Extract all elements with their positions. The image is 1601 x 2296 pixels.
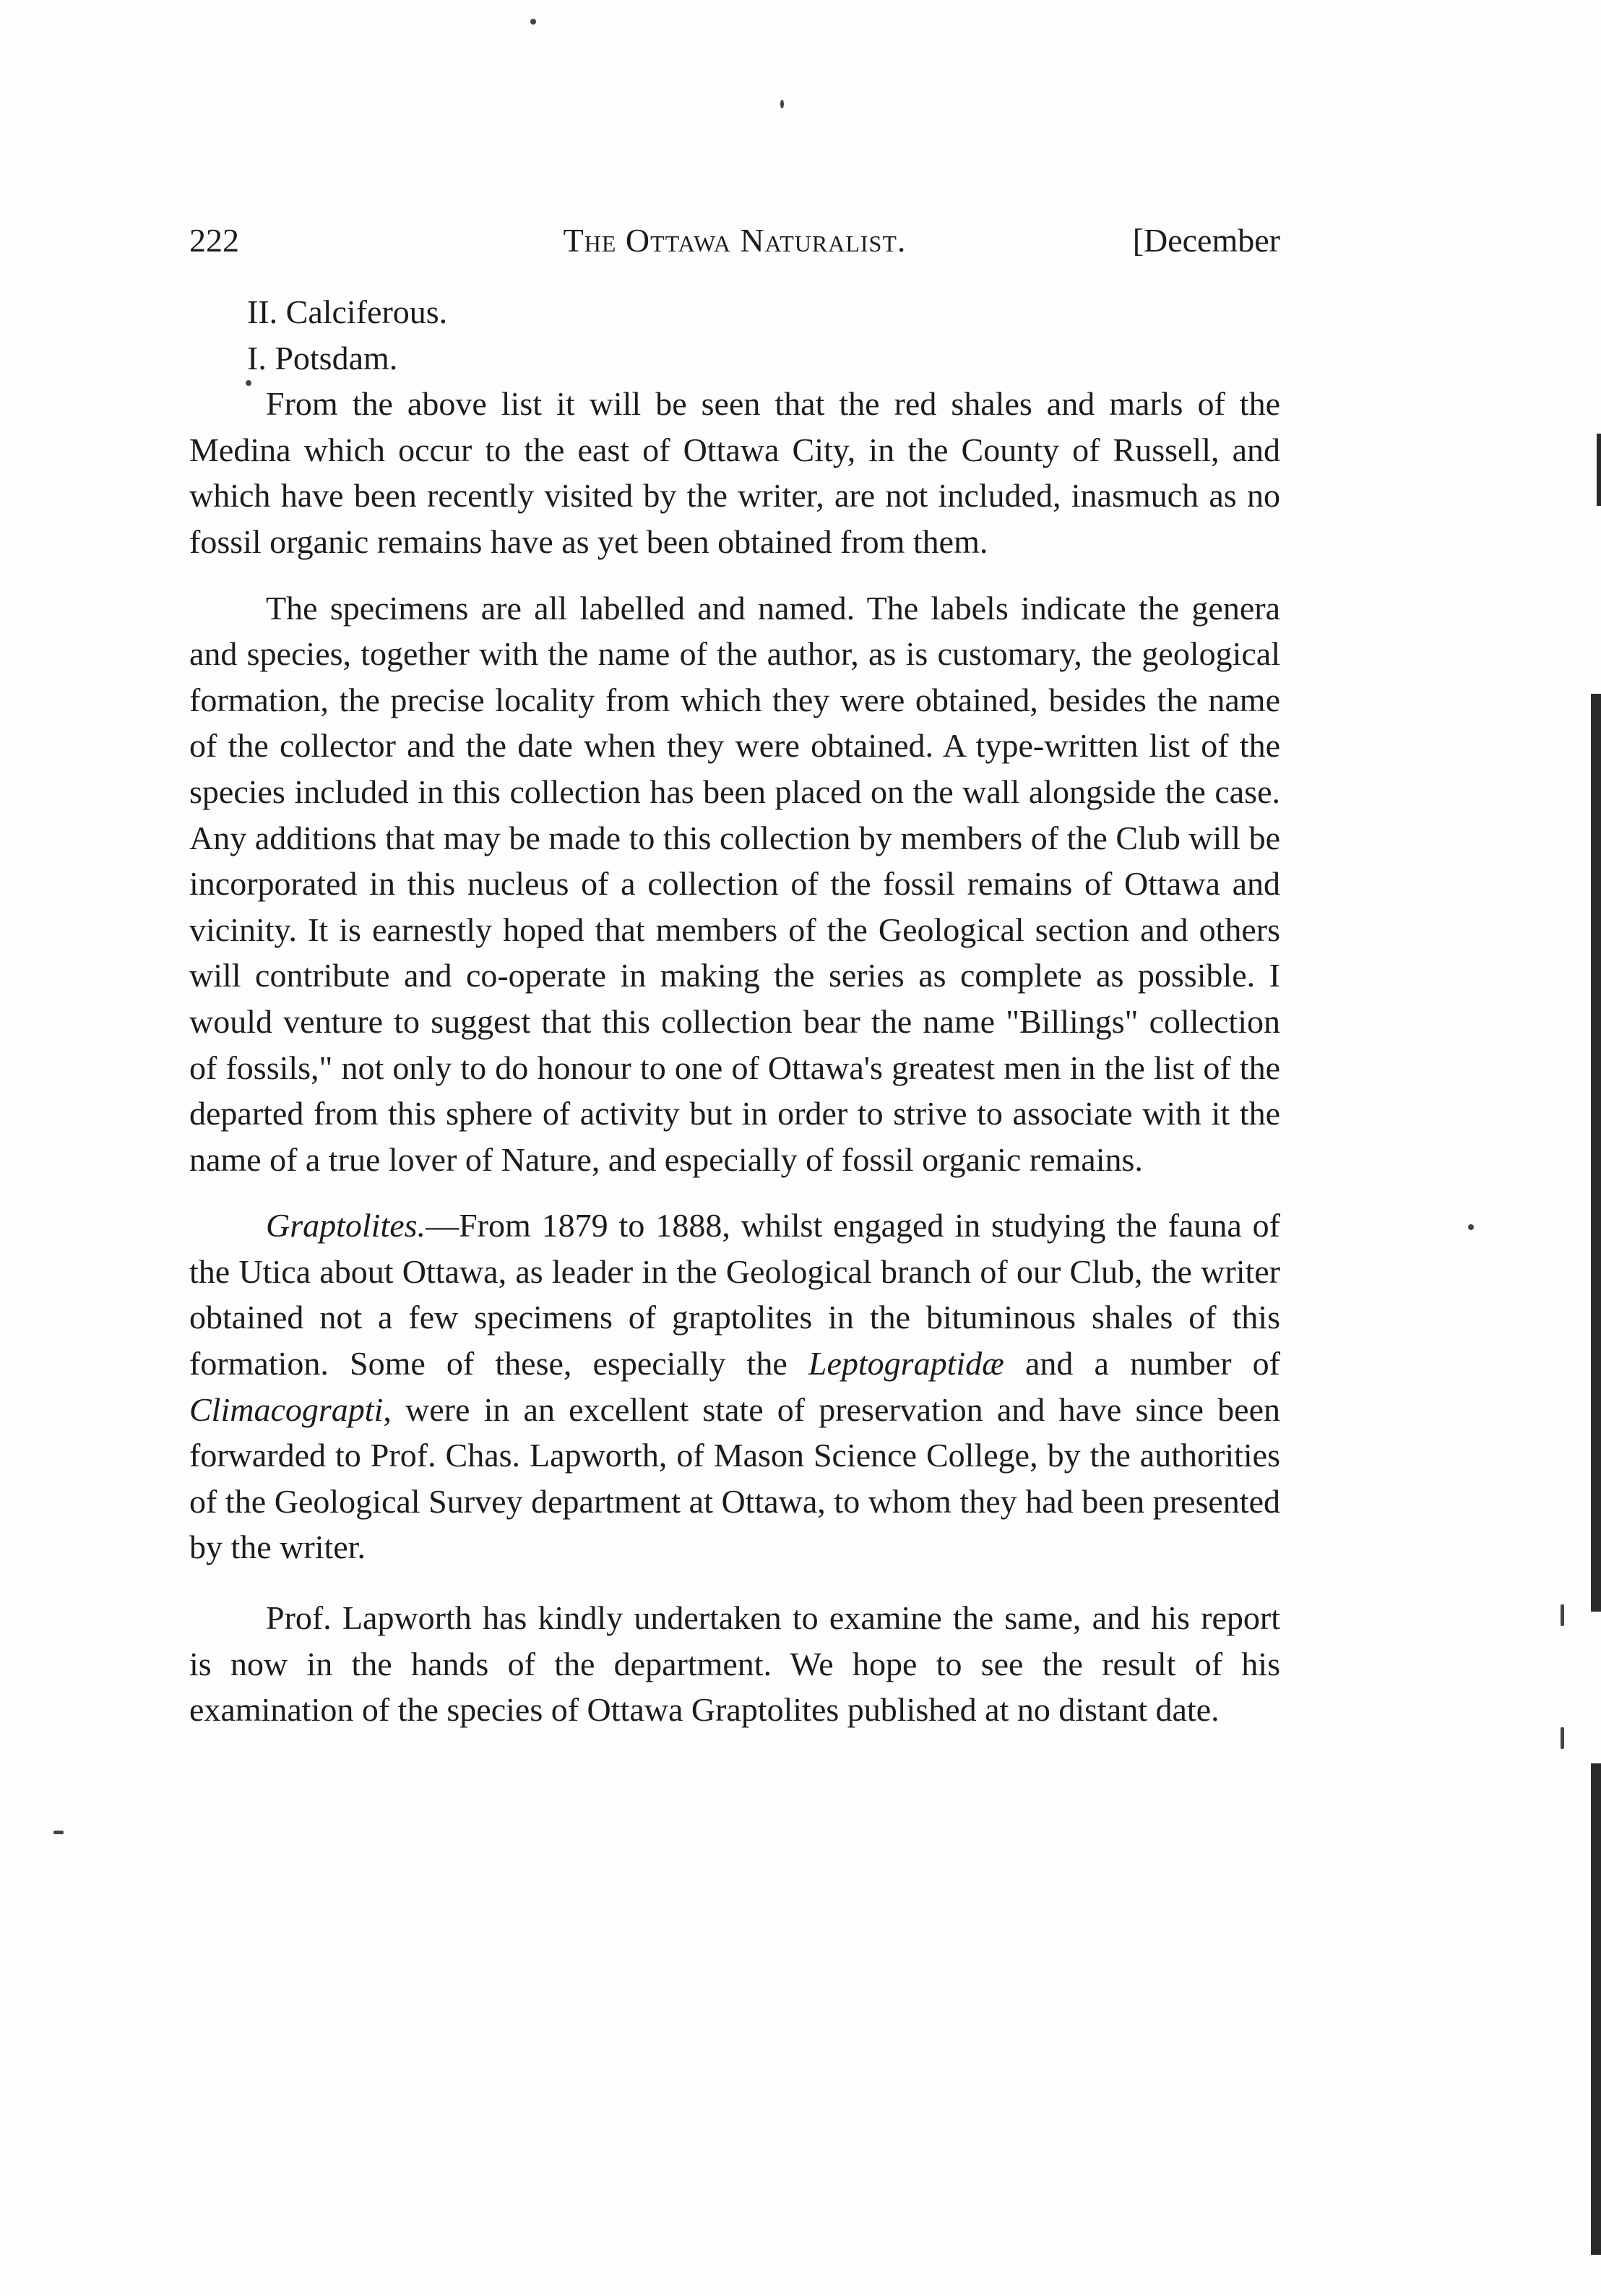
leptograptidae-term: Leptograptidæ: [808, 1345, 1004, 1383]
list-item-potsdam: I. Potsdam.: [247, 339, 398, 377]
graptolites-heading: Graptolites.: [266, 1207, 426, 1244]
page-number: 222: [189, 222, 239, 259]
climacograpti-term: Climacograpti: [189, 1390, 384, 1428]
graptolites-text-3: , were in an excellent state of preservation and have since been forwarded to Prof. Chas. Lapworth, of Mason Science College, by the authorities of the Geological Survey department at Ottawa, to whom they had been presented by the writer.: [189, 1390, 1280, 1566]
running-head: [189, 215, 1280, 266]
scan-speck: [53, 1831, 64, 1834]
scan-speck: [246, 380, 251, 386]
scan-speck: [1561, 1604, 1564, 1626]
paragraph-lapworth: Prof. Lapworth has kindly undertaken to examine the same, and his report is now in the hands of the department. We hope to see the result of his examination of the species of Ottawa Graptolites published at no distant date.: [189, 1599, 1280, 1729]
list-item-calciferous: II. Calciferous.: [247, 293, 448, 330]
journal-title: The Ottawa Naturalist.: [563, 222, 907, 259]
paragraph-medina: From the above list it will be seen that the red shales and marls of the Medina which occur to the east of Ottawa City, in the County of Russell, and which have been recently visited by the writer, are not included, inasmuch as no fossil organic remains have as yet been obtained from them.: [189, 385, 1280, 560]
scan-speck: [1561, 1727, 1564, 1749]
scan-speck: [1468, 1224, 1474, 1230]
issue-month: [December: [1132, 222, 1280, 259]
graptolites-text-1: —From 1879 to 1888, whilst engaged in studying the fauna of the Utica about Ottawa, as leader in the Geological branch of our Club, the writer obtained not a few specimens of graptolites in the bituminous shales of this formation. Some of these, especially the: [189, 1207, 1280, 1383]
scan-speck: [530, 19, 536, 25]
scan-edge-mark: [1597, 434, 1601, 506]
scan-edge-mark: [1591, 694, 1601, 1612]
article-body: [189, 289, 1280, 1733]
paragraph-graptolites: [189, 1203, 1280, 1570]
scan-edge-mark: [1591, 1763, 1601, 2255]
graptolites-text-2: and a number of: [1004, 1345, 1281, 1383]
scan-speck: [780, 100, 784, 108]
paragraph-specimens: The specimens are all labelled and named. The labels indicate the genera and species, together with the name of the author, as is customary, the geological formation, the precise locality from which they were obtained, besides the name of the collector and the date when they were obtained. A type-written list of the species included in this collection has been placed on the wall alongside the case. Any additions that may be made to this collection by members of the Club will be incorporated in this nucleus of a collection of the fossil remains of Ottawa and vicinity. It is earnestly hoped that members of the Geological section and others will contribute and co-operate in making the series as complete as possible. I would venture to suggest that this collection bear the name "Billings" collection of fossils," not only to do honour to one of Ottawa's greatest men in the list of the departed from this sphere of activity but in order to strive to associate with it the name of a true lover of Nature, and especially of fossil organic remains.: [189, 589, 1280, 1178]
